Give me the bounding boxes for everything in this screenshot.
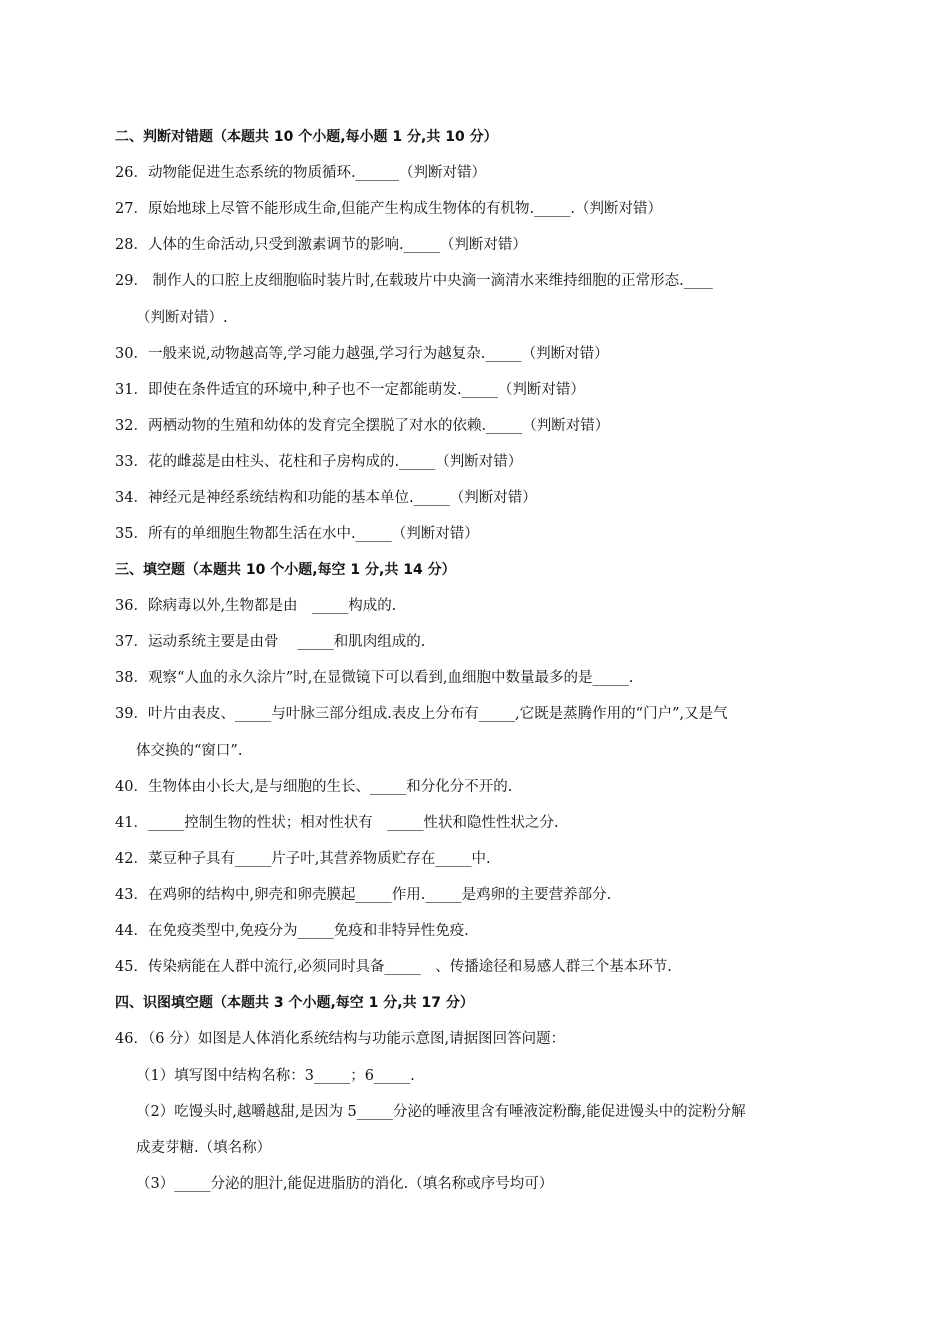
question-42: 42．菜豆种子具有_____片子叶,其营养物质贮存在_____中. — [115, 851, 491, 867]
question-46-part-3: （3）_____分泌的胆汁,能促进脂肪的消化.（填名称或序号均可） — [136, 1176, 554, 1192]
question-35: 35．所有的单细胞生物都生活在水中._____（判断对错） — [115, 526, 479, 542]
question-28: 28．人体的生命活动,只受到激素调节的影响._____（判断对错） — [115, 237, 527, 253]
question-46: 46．（6 分）如图是人体消化系统结构与功能示意图,请据图回答问题： — [115, 1031, 566, 1047]
question-27: 27．原始地球上尽管不能形成生命,但能产生构成生物体的有机物._____.（判断对错） — [115, 201, 663, 217]
question-38: 38．观察“人血的永久涂片”时,在显微镜下可以看到,血细胞中数量最多的是_____. — [115, 670, 634, 686]
question-41: 41．_____控制生物的性状；相对性状有 _____性状和隐性性状之分. — [115, 815, 559, 831]
question-46-part-2-continued: 成麦芽糖.（填名称） — [136, 1140, 272, 1156]
question-26: 26．动物能促进生态系统的物质循环.______（判断对错） — [115, 165, 487, 181]
question-45: 45．传染病能在人群中流行,必须同时具备_____ 、传播途径和易感人群三个基本环节. — [115, 959, 672, 975]
question-46-part-1: （1）填写图中结构名称：3_____；6_____. — [136, 1068, 415, 1084]
question-30: 30．一般来说,动物越高等,学习能力越强,学习行为越复杂._____（判断对错） — [115, 346, 609, 362]
section-heading-diagram: 四、识图填空题（本题共 3 个小题,每空 1 分,共 17 分） — [115, 995, 474, 1011]
question-29: 29． 制作人的口腔上皮细胞临时装片时,在载玻片中央滴一滴清水来维持细胞的正常形态.____ — [115, 273, 713, 289]
question-33: 33．花的雌蕊是由柱头、花柱和子房构成的._____（判断对错） — [115, 454, 523, 470]
question-37: 37．运动系统主要是由骨 _____和肌肉组成的. — [115, 634, 426, 650]
section-heading-judgment: 二、判断对错题（本题共 10 个小题,每小题 1 分,共 10 分） — [115, 129, 498, 145]
question-32: 32．两栖动物的生殖和幼体的发育完全摆脱了对水的依赖._____（判断对错） — [115, 418, 610, 434]
question-36: 36．除病毒以外,生物都是由 _____构成的. — [115, 598, 397, 614]
question-31: 31．即使在条件适宜的环境中,种子也不一定都能萌发._____（判断对错） — [115, 382, 585, 398]
question-29-continued: （判断对错）. — [136, 310, 228, 326]
question-39-continued: 体交换的“窗口”. — [136, 743, 243, 759]
question-44: 44．在免疫类型中,免疫分为_____免疫和非特异性免疫. — [115, 923, 469, 939]
section-heading-fill-blank: 三、填空题（本题共 10 个小题,每空 1 分,共 14 分） — [115, 562, 456, 578]
question-34: 34．神经元是神经系统结构和功能的基本单位._____（判断对错） — [115, 490, 537, 506]
question-39: 39．叶片由表皮、_____与叶脉三部分组成.表皮上分布有_____,它既是蒸腾作用的“门户”,又是气 — [115, 706, 728, 722]
question-43: 43．在鸡卵的结构中,卵壳和卵壳膜起_____作用._____是鸡卵的主要营养部分. — [115, 887, 612, 903]
question-40: 40．生物体由小长大,是与细胞的生长、_____和分化分不开的. — [115, 779, 513, 795]
question-46-part-2: （2）吃馒头时,越嚼越甜,是因为 5_____分泌的唾液里含有唾液淀粉酶,能促进馒头中的淀粉分解 — [136, 1104, 746, 1120]
